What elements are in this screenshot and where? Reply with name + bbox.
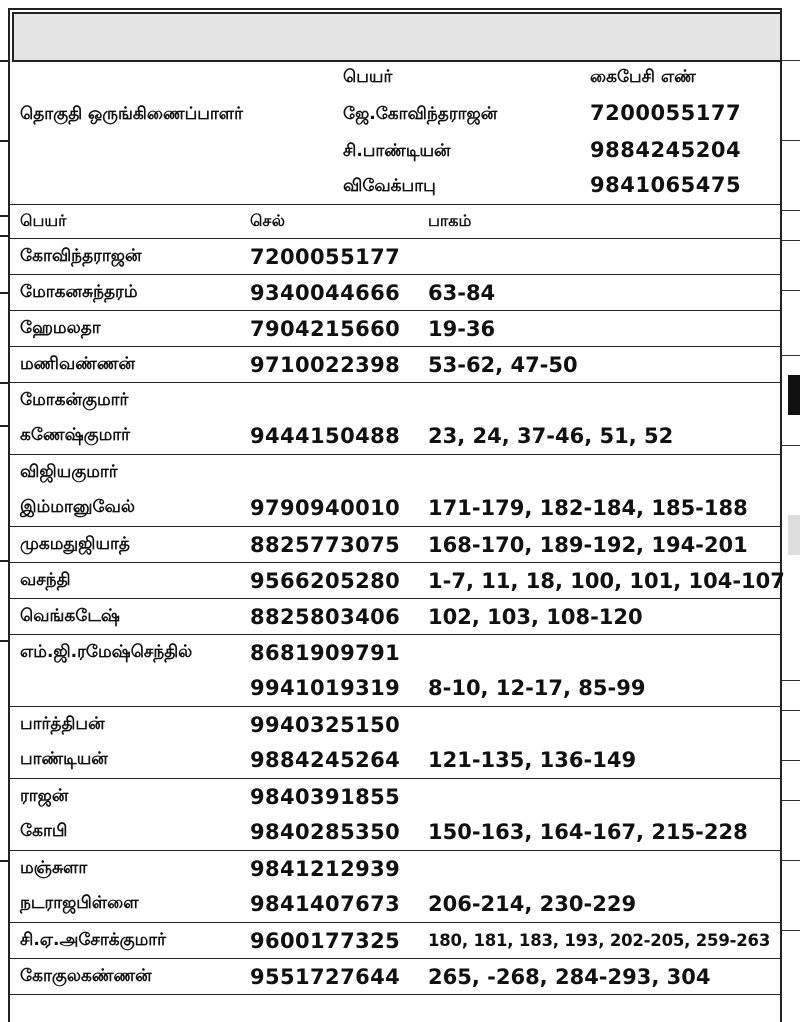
row-phone: 8825773075 — [250, 532, 401, 557]
coordinator-name: சி.பாண்டியன் — [343, 141, 451, 161]
row-parts: 168-170, 189-192, 194-201 — [428, 532, 748, 557]
row-parts: 63-84 — [428, 280, 496, 305]
row-parts: 171-179, 182-184, 185-188 — [428, 496, 748, 520]
row-phone: 8681909791 — [250, 640, 401, 665]
row-phone: 9710022398 — [250, 352, 401, 377]
table-row — [10, 454, 782, 490]
table-row — [10, 418, 782, 454]
row-name: கோகுலகண்ணன் — [20, 965, 152, 986]
table-row — [10, 814, 782, 850]
row-phone: 9940325150 — [250, 712, 401, 737]
row-name: எம்.ஜி.ரமேஷ்செந்தில் — [20, 641, 193, 662]
row-phone: 9444150488 — [250, 424, 401, 448]
table-row — [10, 382, 782, 418]
table-header-row — [10, 204, 782, 238]
table-row — [10, 346, 782, 382]
table-row — [10, 598, 782, 634]
row-parts: 121-135, 136-149 — [428, 748, 637, 772]
row-name: கோவிந்தராஜன் — [20, 245, 142, 266]
row-phone: 9884245264 — [250, 748, 401, 772]
table-row — [10, 850, 782, 886]
row-phone: 9566205280 — [250, 568, 401, 593]
row-name: ராஜன் — [20, 785, 69, 806]
table-row — [10, 886, 782, 922]
table-row — [10, 706, 782, 742]
row-parts: 53-62, 47-50 — [428, 352, 578, 377]
coordinators-mobile-header: கைபேசி எண் — [590, 67, 696, 87]
table-row — [10, 778, 782, 814]
row-name: மோகனசுந்தரம் — [20, 281, 138, 302]
table-row — [10, 490, 782, 526]
table-row — [10, 526, 782, 562]
table-row — [10, 634, 782, 670]
row-name: மணிவண்ணன் — [20, 353, 135, 374]
table-row — [10, 274, 782, 310]
row-name: மஞ்சுளா — [20, 857, 88, 878]
row-parts: 19-36 — [428, 316, 496, 341]
row-name: கணேஷ்குமார் — [20, 425, 131, 445]
table-row — [10, 310, 782, 346]
table-bottom-rule — [10, 994, 782, 995]
coordinator-mobile: 9884245204 — [590, 138, 742, 162]
table-row — [10, 958, 782, 994]
row-name: பார்த்திபன் — [20, 713, 105, 734]
table-row — [10, 670, 782, 706]
header-cell: செல் — [250, 211, 286, 230]
table-row — [10, 238, 782, 274]
table-row — [10, 922, 782, 958]
row-name: இம்மானுவேல் — [20, 497, 135, 517]
row-phone: 9840391855 — [250, 784, 401, 809]
row-parts: 102, 103, 108-120 — [428, 604, 643, 629]
row-parts: 206-214, 230-229 — [428, 892, 637, 916]
row-name: நடராஜபிள்ளை — [20, 893, 139, 913]
left-margin-strip — [0, 0, 8, 1022]
row-name: முகமதுஜியாத் — [20, 533, 130, 554]
row-phone: 9551727644 — [250, 964, 401, 989]
table-row — [10, 742, 782, 778]
row-name: கோபி — [20, 821, 68, 841]
coordinators-name-header: பெயர் — [343, 67, 393, 87]
coordinator-name: விவேக்பாபு — [343, 176, 436, 196]
table-row — [10, 562, 785, 598]
row-phone: 9340044666 — [250, 280, 401, 305]
row-parts: 23, 24, 37-46, 51, 52 — [428, 424, 674, 448]
row-parts: 150-163, 164-167, 215-228 — [428, 820, 748, 844]
row-name: வசந்தி — [20, 569, 71, 590]
header-name: பெயர் — [20, 211, 67, 230]
row-name: விஜியகுமார் — [20, 461, 118, 482]
row-name: சி.ஏ.அசோக்குமார் — [20, 929, 167, 950]
coordinator-name: ஜே.கோவிந்தராஜன் — [343, 104, 498, 124]
row-name: வெங்கடேஷ் — [20, 605, 120, 626]
row-phone: 9600177325 — [250, 928, 401, 953]
row-phone: 8825803406 — [250, 604, 401, 629]
row-parts: 265, -268, 284-293, 304 — [428, 964, 711, 989]
incharge-table — [10, 204, 785, 995]
row-name: மோகன்குமார் — [20, 389, 129, 410]
row-phone: 7200055177 — [250, 244, 401, 269]
row-parts: 1-7, 11, 18, 100, 101, 104-107 — [428, 568, 785, 593]
row-name: பாண்டியன் — [20, 749, 108, 769]
coordinator-mobile: 9841065475 — [590, 173, 742, 197]
row-phone: 7904215660 — [250, 316, 401, 341]
row-phone: 9840285350 — [250, 820, 401, 844]
header-banner — [12, 12, 782, 62]
coordinators-section — [10, 62, 782, 204]
row-phone: 9841212939 — [250, 856, 401, 881]
row-phone: 9941019319 — [250, 676, 401, 700]
row-parts: 8-10, 12-17, 85-99 — [428, 676, 646, 700]
row-name: ஹேமலதா — [20, 317, 101, 338]
row-phone: 9790940010 — [250, 496, 401, 520]
right-margin-strip — [782, 0, 800, 1022]
header-parts: பாகம் — [428, 211, 472, 230]
row-phone: 9841407673 — [250, 892, 401, 916]
coordinator-mobile: 7200055177 — [590, 101, 742, 125]
row-parts: 180, 181, 183, 193, 202-205, 259-263 — [428, 931, 771, 950]
coordinators-label: தொகுதி ஒருங்கிணைப்பாளர் — [20, 104, 243, 124]
